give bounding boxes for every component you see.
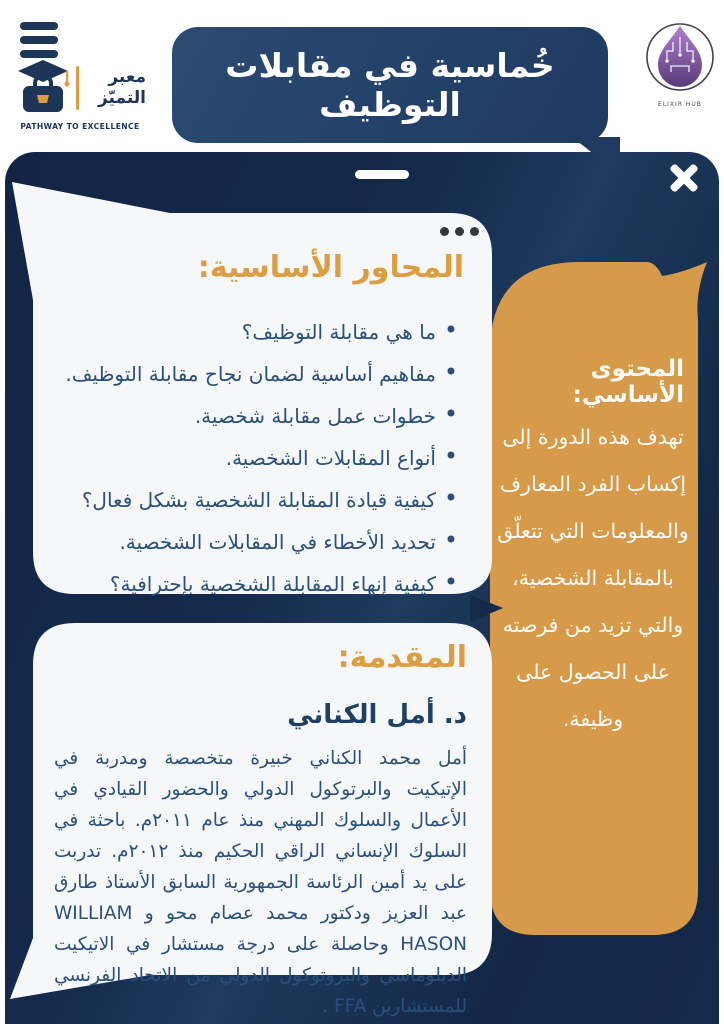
dot (440, 227, 449, 236)
content-body: تهدف هذه الدورة إلى إكساب الفرد المعارف والمعلومات التي تتعلّق بالمقابلة الشخصية، والتي تزيد من فرصته على الحصول على وظيفة. (497, 425, 689, 731)
partner-logo (643, 20, 717, 108)
title-bubble (172, 27, 608, 143)
drag-handle[interactable] (355, 170, 409, 179)
topics-heading: المحاور الأساسية: (197, 250, 464, 285)
dot (470, 227, 479, 236)
brand-tagline: PATHWAY TO EXCELLENCE (20, 122, 140, 131)
ellipsis-dots-icon (440, 227, 479, 236)
presenter-heading: المقدمة: (337, 640, 467, 675)
topic-item: • ما هي مقابلة التوظيف؟ (56, 318, 460, 346)
topic-item: • كيفية إنهاء المقابلة الشخصية بإحترافية؟ (56, 570, 460, 598)
hamburger-bar (20, 22, 58, 30)
topic-item: • مفاهيم أساسية لضمان نجاح مقابلة التوظيف. (56, 360, 460, 388)
brand-name: معبر التميّز (97, 66, 146, 108)
poster-title: خُماسية في مقابلات التوظيف (225, 46, 555, 124)
presenter-bio: أمل محمد الكناني خبيرة متخصصة ومدربة في الإتيكيت والبرتوكول الدولي والحضور القيادي في الأعمال والسلوك المهني منذ عام ٢٠١١م. باحثة في السلوك الإنساني الراقي الحكيم منذ ٢٠١٢م. تدربت على يد أمين الرئاسة الجمهورية السابق الأستاذ طارق عبد العزيز ودكتور محمد عصام محو و WILLIAM HASON وحاصلة على درجة مستشار في الاتيكيت الدبلوماسي والبروتوكول الدولي من الاتحاد الفرنسي للمستشارين FFA . (54, 748, 467, 1017)
topic-item: • خطوات عمل مقابلة شخصية. (56, 402, 460, 430)
partner-caption: ELIXIR HUB (658, 101, 702, 108)
hamburger-bar (20, 36, 58, 44)
topic-item: • كيفية قيادة المقابلة الشخصية بشكل فعال؟ (56, 486, 460, 514)
topics-list (56, 318, 460, 612)
brand-logo (16, 58, 146, 131)
hamburger-bar (20, 50, 58, 58)
dot (455, 227, 464, 236)
elixir-drop-icon (644, 20, 716, 96)
content-heading: المحتوى الأساسي: (572, 356, 684, 408)
brand-divider (76, 66, 79, 110)
topic-item: • أنواع المقابلات الشخصية. (56, 444, 460, 472)
topic-item: • تحديد الأخطاء في المقابلات الشخصية. (56, 528, 460, 556)
presenter-name: د. أمل الكناني (287, 700, 467, 730)
hamburger-menu-icon[interactable] (20, 22, 58, 60)
graduation-cap-briefcase-icon (16, 58, 70, 118)
close-icon[interactable] (664, 158, 704, 198)
